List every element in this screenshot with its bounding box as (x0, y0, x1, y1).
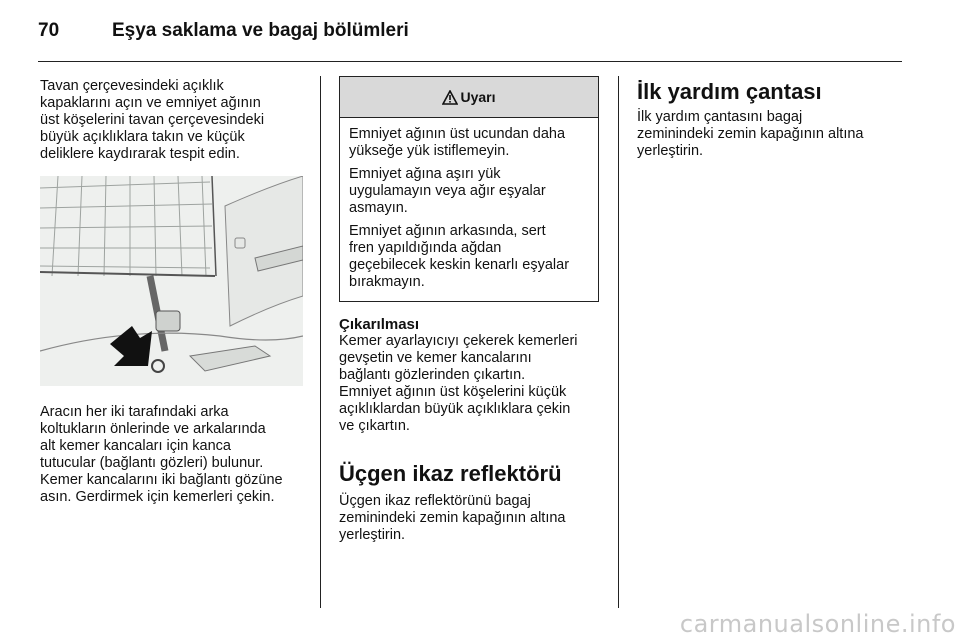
safety-net-illustration (40, 176, 303, 386)
page-number: 70 (38, 20, 60, 41)
column-divider-right (618, 76, 619, 608)
column-2-lower (339, 316, 605, 544)
column-1-lower (40, 404, 308, 506)
first-aid-heading: İlk yardım çantası (637, 79, 822, 104)
page-header (38, 12, 900, 52)
warning-header (340, 77, 598, 118)
cargo-net-drawing (40, 176, 303, 386)
removal-text: Kemer ayarlayıcıyı çekerek kemerleri gevşetin ve kemer kancalarını bağlantı gözlerinden çıkartın. Emniyet ağının üst köşelerini küçük açıklıklardan büyük açıklıklara çekin ve çıkartın. (339, 333, 578, 434)
header-divider (38, 61, 902, 62)
removal-heading: Çıkarılması (339, 316, 420, 333)
column-1 (40, 78, 308, 163)
chapter-title: Eşya saklama ve bagaj bölümleri (112, 20, 409, 41)
column-3 (637, 79, 899, 160)
triangle-heading: Üçgen ikaz reflektörü (339, 461, 562, 486)
warning-body (340, 118, 598, 291)
triangle-text: Üçgen ikaz reflektörünü bagaj zeminindeki zemin kapağının altına yerleştirin. (339, 493, 566, 543)
column-divider-left (320, 76, 321, 608)
mounting-paragraph: Tavan çerçevesindeki açıklık kapaklarını açın ve emniyet ağının üst köşelerini tavan çerçevesindeki büyük açıklıklara takın ve küçük deliklere kaydırarak tespit edin. (40, 78, 265, 162)
warning-triangle-icon (442, 90, 458, 105)
warning-title: Uyarı (460, 89, 496, 105)
first-aid-text: İlk yardım çantasını bagaj zeminindeki zemin kapağının altına yerleştirin. (637, 109, 864, 159)
warning-paragraph: Emniyet ağının üst ucundan daha yükseğe yük istiflemeyin. (349, 126, 566, 159)
site-watermark: carmanualsonline.info (679, 610, 956, 638)
warning-paragraph: Emniyet ağına aşırı yük uygulamayın veya ağır eşyalar asmayın. (349, 166, 546, 216)
warning-box (339, 76, 599, 302)
warning-paragraph: Emniyet ağının arkasında, sert fren yapıldığında ağdan geçebilecek keskin kenarlı eşyalar bırakmayın. (349, 223, 570, 290)
hook-paragraph: Aracın her iki tarafındaki arka koltukların önlerinde ve arkalarında alt kemer kancaları için kanca tutucular (bağlantı gözleri) bulunur. Kemer kancalarını iki bağlantı gözüne asın. Gerdirmek için kemerleri çekin. (40, 404, 283, 505)
